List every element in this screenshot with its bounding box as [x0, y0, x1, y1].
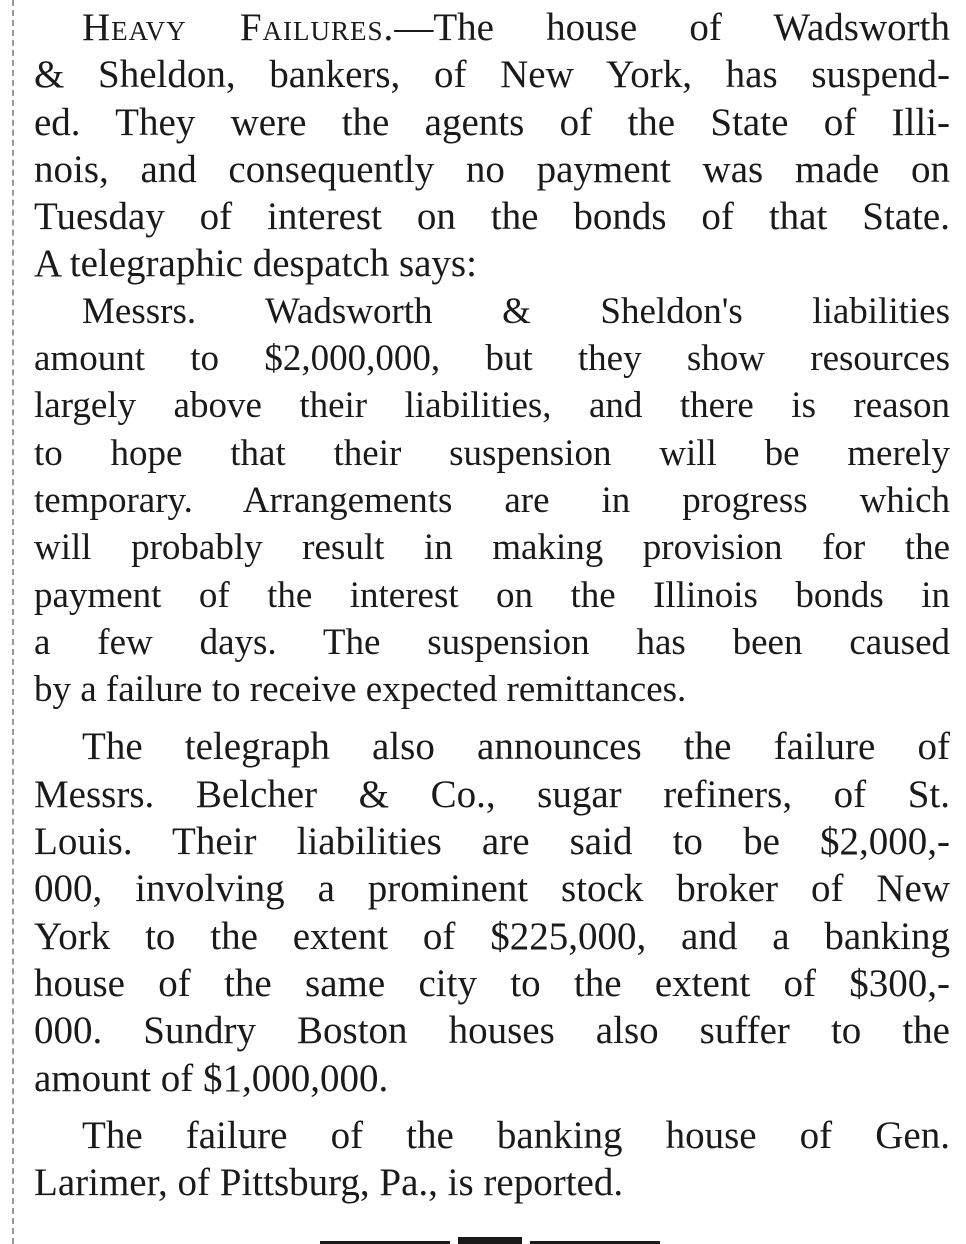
text-line: Louis. Their liabilities are said to be $2,000,-	[34, 820, 950, 864]
column-divider	[12, 0, 14, 1244]
text-line: Larimer, of Pittsburg, Pa., is reported.	[34, 1161, 624, 1205]
text-line: The failure of the banking house of Gen.	[82, 1113, 950, 1157]
text-line: to hope that their suspension will be merely	[34, 432, 950, 474]
paragraph-spacer	[34, 713, 950, 723]
text-line: Messrs. Belcher & Co., sugar refiners, of St.	[34, 772, 950, 816]
text-line: largely above their liabilities, and there is reason	[34, 385, 950, 427]
text-line: amount of $1,000,000.	[34, 1056, 389, 1100]
text-line: temporary. Arrangements are in progress which	[34, 479, 950, 521]
text-line: house of the same city to the extent of $300,-	[34, 961, 950, 1005]
article-headline: Heavy Failures.	[82, 6, 395, 49]
paragraph-despatch	[34, 288, 950, 714]
text-line: Tuesday of interest on the bonds of that State.	[34, 195, 950, 239]
text-line: ed. They were the agents of the State of Illi-	[34, 100, 950, 144]
text-line: will probably result in making provision for the	[34, 527, 950, 569]
text-line: Messrs. Wadsworth & Sheldon's liabilities	[82, 290, 950, 332]
text-line: 000. Sundry Boston houses also suffer to the	[34, 1009, 950, 1053]
paragraph-larimer	[34, 1112, 950, 1207]
text-line: a few days. The suspension has been caused	[34, 621, 950, 663]
text-line: payment of the interest on the Illinois bonds in	[34, 574, 950, 616]
text-line: A telegraphic despatch says:	[34, 242, 477, 286]
paragraph-spacer	[34, 1102, 950, 1112]
section-divider-ornament	[320, 1233, 660, 1244]
text-line: amount to $2,000,000, but they show resources	[34, 338, 950, 380]
text-line: The telegraph also announces the failure of	[82, 725, 950, 769]
text-line: & Sheldon, bankers, of New York, has suspend-	[34, 53, 950, 97]
text-line-content: —The house of Wadsworth	[394, 6, 950, 49]
paragraph-intro	[34, 4, 950, 288]
text-line	[34, 4, 950, 51]
text-line: 000, involving a prominent stock broker of New	[34, 867, 950, 911]
news-article	[34, 4, 950, 1206]
text-line: by a failure to receive expected remittances.	[34, 669, 687, 711]
paragraph-belcher	[34, 723, 950, 1101]
text-line: nois, and consequently no payment was made on	[34, 147, 950, 191]
text-line: York to the extent of $225,000, and a banking	[34, 914, 950, 958]
